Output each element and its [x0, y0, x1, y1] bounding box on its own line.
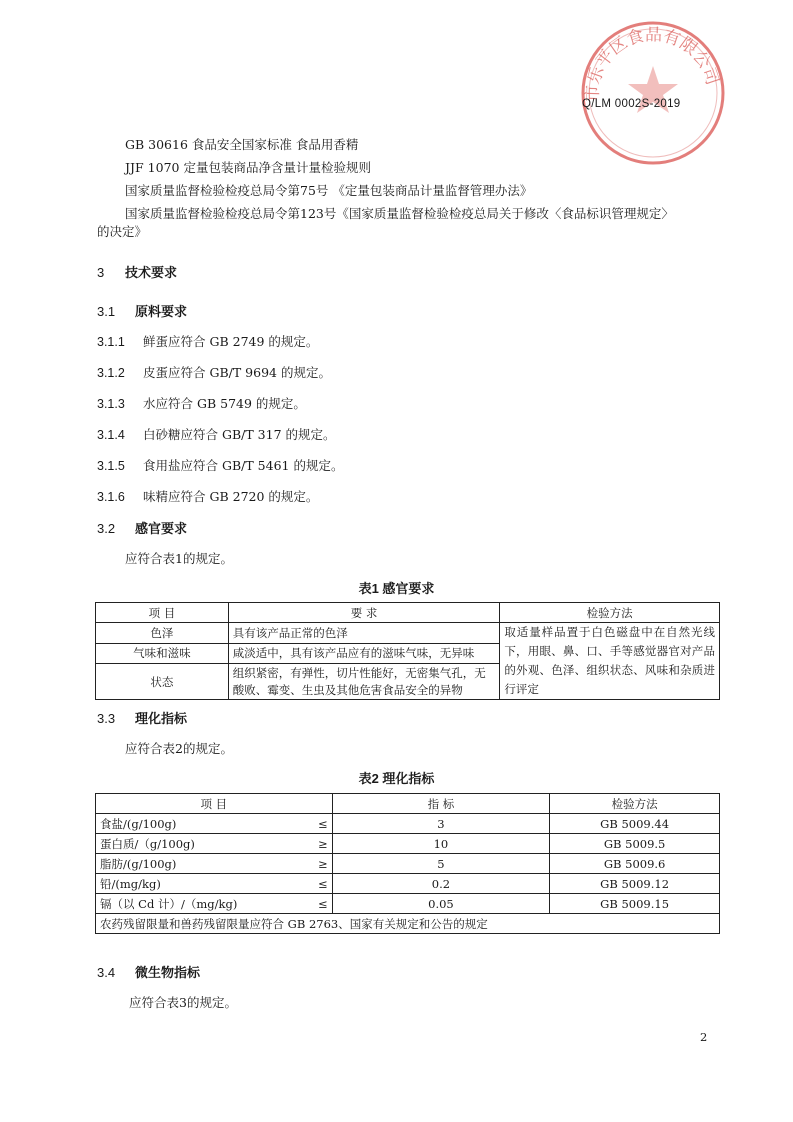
table-header: 检验方法: [550, 794, 720, 814]
reference-line: 的决定》: [97, 224, 148, 239]
clause-text: 皮蛋应符合 GB/T 9694 的规定。: [143, 365, 331, 380]
subsection-title: 微生物指标: [135, 965, 201, 980]
table-cell: 色泽: [96, 623, 229, 644]
document-code: Q/LM 0002S-2019: [582, 98, 681, 110]
section-title: 技术要求: [125, 265, 178, 280]
section-heading: [97, 262, 177, 281]
table-cell: 镉（以 Cd 计）/（mg/kg): [96, 894, 301, 914]
clause-number: 3.1.5: [97, 459, 125, 473]
body-text: 应符合表2的规定。: [125, 741, 233, 756]
sensory-requirements-table: [95, 602, 720, 700]
reference-line: 国家质量监督检验检疫总局令第75号 《定量包装商品计量监督管理办法》: [125, 183, 533, 198]
reference-line: 国家质量监督检验检疫总局令第123号《国家质量监督检验检疫总局关于修改〈食品标识管理规定〉: [125, 206, 674, 221]
table-cell: ≤: [300, 814, 332, 834]
subsection-number: 3.3: [97, 711, 116, 726]
subsection-title: 理化指标: [135, 711, 188, 726]
table-cell: ≤: [300, 874, 332, 894]
subsection-number: 3.2: [97, 521, 116, 536]
table-header: 指 标: [332, 794, 550, 814]
page-number: 2: [700, 1030, 708, 1044]
table-cell: 脂肪/(g/100g): [96, 854, 301, 874]
table-header: 项 目: [96, 603, 229, 623]
table-cell: ≥: [300, 854, 332, 874]
table-cell: 取适量样品置于白色磁盘中在自然光线下，用眼、鼻、口、手等感觉器官对产品的外观、色泽、组织状态、风味和杂质进行评定: [500, 623, 720, 700]
table-cell: 10: [332, 834, 550, 854]
clause-number: 3.1.6: [97, 490, 125, 504]
table-cell: GB 5009.44: [550, 814, 720, 834]
table-caption: 表2 理化指标: [358, 771, 435, 786]
subsection-heading: [97, 708, 187, 727]
table-cell: 蛋白质/（g/100g): [96, 834, 301, 854]
clause-number: 3.1.3: [97, 397, 125, 411]
subsection-title: 感官要求: [135, 521, 188, 536]
subsection-number: 3.4: [97, 965, 116, 980]
clause-item: [97, 456, 343, 474]
clause-text: 水应符合 GB 5749 的规定。: [143, 396, 306, 411]
table-caption: 表1 感官要求: [358, 581, 435, 596]
table-cell: 状态: [96, 664, 229, 700]
clause-number: 3.1.2: [97, 366, 125, 380]
table-cell: 5: [332, 854, 550, 874]
table-cell: ≤: [300, 894, 332, 914]
subsection-title: 原料要求: [135, 304, 188, 319]
clause-item: [97, 487, 318, 505]
subsection-heading: [97, 962, 200, 981]
subsection-heading: [97, 518, 187, 537]
table-cell: 铅/(mg/kg): [96, 874, 301, 894]
clause-text: 食用盐应符合 GB/T 5461 的规定。: [143, 458, 344, 473]
physicochemical-table: [95, 793, 720, 934]
section-number: 3: [97, 265, 105, 280]
clause-text: 味精应符合 GB 2720 的规定。: [143, 489, 319, 504]
table-cell: GB 5009.5: [550, 834, 720, 854]
subsection-number: 3.1: [97, 304, 116, 319]
clause-item: [97, 425, 336, 443]
table-cell: 具有该产品正常的色泽: [228, 623, 500, 644]
table-footnote: 农药残留限量和兽药残留限量应符合 GB 2763、国家有关规定和公告的规定: [96, 914, 720, 934]
clause-item: [97, 363, 331, 381]
clause-number: 3.1.4: [97, 428, 125, 442]
table-cell: 组织紧密，有弹性，切片性能好，无密集气孔，无酸败、霉变、生虫及其他危害食品安全的异物: [228, 664, 500, 700]
table-header: 项 目: [96, 794, 333, 814]
table-cell: GB 5009.15: [550, 894, 720, 914]
clause-item: [97, 394, 306, 412]
reference-line: JJF 1070 定量包装商品净含量计量检验规则: [125, 160, 371, 175]
body-text: 应符合表3的规定。: [129, 995, 237, 1010]
table-header: 检验方法: [500, 603, 720, 623]
table-cell: ≥: [300, 834, 332, 854]
table-cell: 气味和滋味: [96, 643, 229, 664]
table-cell: 0.05: [332, 894, 550, 914]
table-header: 要 求: [228, 603, 500, 623]
clause-number: 3.1.1: [97, 335, 125, 349]
subsection-heading: [97, 301, 187, 320]
table-cell: 食盐/(g/100g): [96, 814, 301, 834]
clause-item: [97, 332, 318, 350]
reference-line: GB 30616 食品安全国家标准 食品用香精: [125, 137, 359, 152]
table-cell: 3: [332, 814, 550, 834]
body-text: 应符合表1的规定。: [125, 551, 233, 566]
table-cell: GB 5009.6: [550, 854, 720, 874]
table-cell: 咸淡适中，具有该产品应有的滋味气味，无异味: [228, 643, 500, 664]
clause-text: 白砂糖应符合 GB/T 317 的规定。: [143, 427, 336, 442]
table-cell: 0.2: [332, 874, 550, 894]
company-seal-stamp: [578, 18, 728, 168]
clause-text: 鲜蛋应符合 GB 2749 的规定。: [143, 334, 319, 349]
table-cell: GB 5009.12: [550, 874, 720, 894]
svg-text:市乐平区食品有限公司: 市乐平区食品有限公司: [582, 25, 723, 103]
